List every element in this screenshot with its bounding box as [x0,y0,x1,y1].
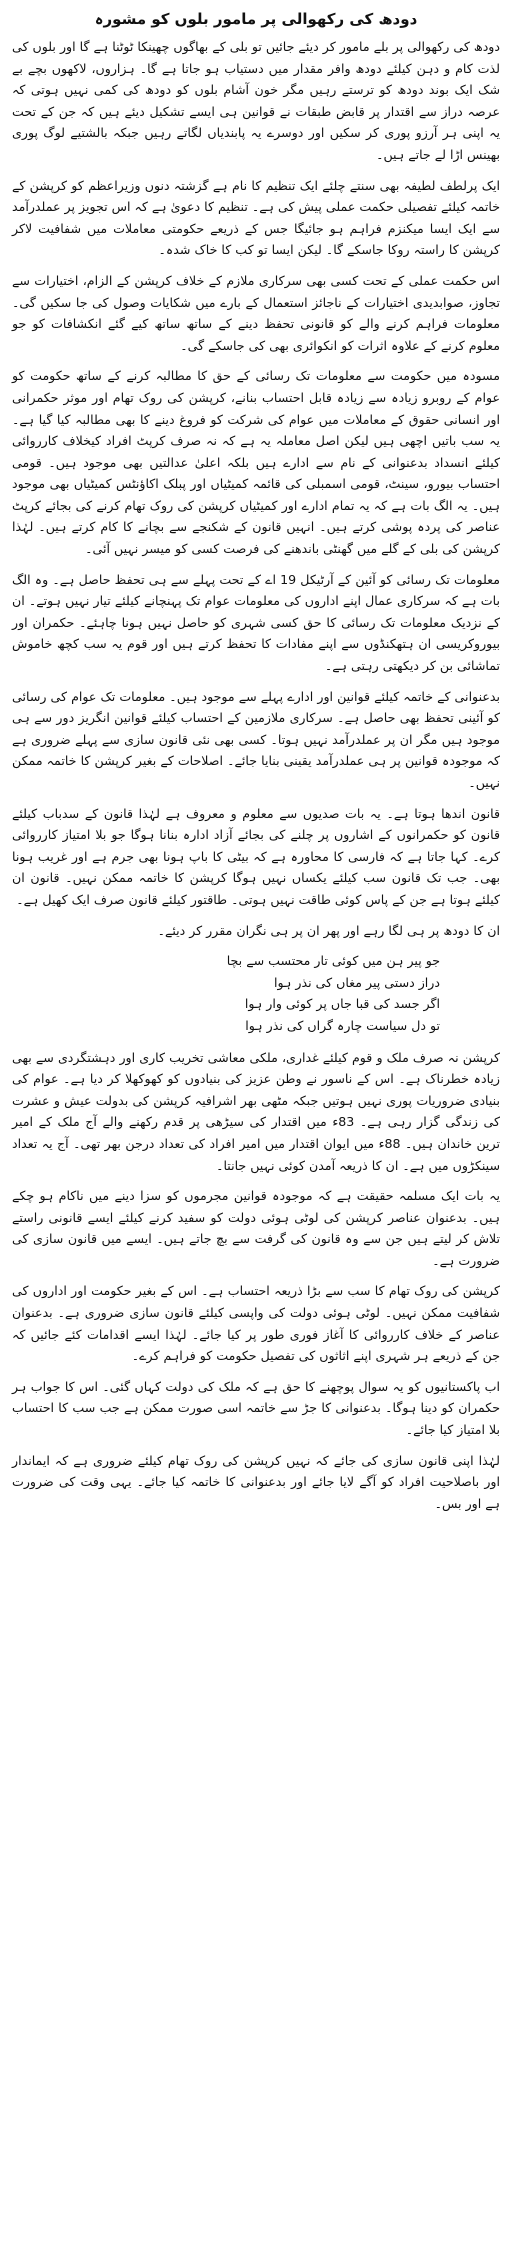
paragraph: کرپشن کی روک تھام کا سب سے بڑا ذریعہ احتساب ہے۔ اس کے بغیر حکومت اور اداروں کی شفافیت ممکن نہیں۔ لوٹی ہوئی دولت کی واپسی کیلئے قانون سازی ضروری ہے۔ بدعنوان عناصر کے خلاف کارروائی کا آغاز فوری طور پر کیا جائے۔ لہٰذا ایسے اقدامات کئے جائیں کہ جن کے ذریعے ہر شہری اپنے اثاثوں کی تفصیل حکومت کو فراہم کرے۔ [12,1283,500,1364]
paragraph: یہ بات ایک مسلمہ حقیقت ہے کہ موجودہ قوانین مجرموں کو سزا دینے میں ناکام ہو چکے ہیں۔ بدعنوان عناصر کرپشن کی لوٹی ہوئی دولت کو سفید کرنے کیلئے ایسے قانونی راستے تلاش کر لیتے ہیں جن سے وہ قانون کی گرفت سے بچ جاتے ہیں۔ ایسے میں قانون سازی کی ضرورت ہے۔ [12,1188,500,1268]
poem-line: تو دل سیاست چارہ گراں کی نذر ہوا [245,1017,440,1033]
paragraph: لہٰذا اپنی قانون سازی کی جائے کہ نہیں کرپشن کی روک تھام کیلئے ضروری ہے کہ ایماندار اور باصلاحیت افراد کو آگے لایا جائے اور بدعنوانی کا خاتمہ کیا جائے۔ یہی وقت کی ضرورت ہے اور بس۔ [12,1452,500,1511]
paragraph: اب پاکستانیوں کو یہ سوال پوچھنے کا حق ہے کہ ملک کی دولت کہاں گئی۔ اس کا جواب ہر حکمران کو دینا ہوگا۔ بدعنوانی کا جڑ سے خاتمہ اسی صورت ممکن ہے جب سب کا احتساب بلا امتیاز کیا جائے۔ [12,1378,500,1438]
paragraph: ان کا دودھ پر ہی لگا رہے اور پھر ان پر ہی نگران مقرر کر دیئے۔ [157,922,500,938]
article-body [12,36,500,1514]
poem-line: اگر جسد کی قبا جاں پر کوئی وار ہوا [244,996,440,1012]
paragraph: کرپشن نہ صرف ملک و قوم کیلئے غداری، ملکی معاشی تخریب کاری اور دہشتگردی سے بھی زیادہ خطرناک ہے۔ اس کے ناسور نے وطن عزیز کی بنیادوں کو کھوکھلا کر دیا ہے۔ عوام کی بنیادی ضروریات پوری نہیں ہوتیں جبکہ مٹھی بھر اشرافیہ کرپشن کی بدولت عیش و عشرت کی زندگی گزار رہی ہے۔ 83ء میں اقتدار کی سیڑھی پر قدم رکھنے والے آج ملک کے امیر ترین خاندان ہیں۔ 88ء میں ایوان اقتدار میں امیر افراد کی تعداد درجن بھر تھی۔ آج یہ تعداد سینکڑوں میں ہے۔ ان کا ذریعہ آمدن کوئی نہیں جانتا۔ [12,1049,501,1173]
poem-line: جو پیر ہن میں کوئی تار محتسب سے بچا [226,953,440,969]
paragraph: اس حکمت عملی کے تحت کسی بھی سرکاری ملازم کے خلاف کرپشن کے الزام، اختیارات سے تجاوز، صوابدیدی اختیارات کے ناجائز استعمال کے بارے میں شکایات وصول کی جا سکیں گی۔ معلومات فراہم کرنے والے کو قانونی تحفظ دینے کے ساتھ ساتھ کیے گئے انکشافات کو جو معلوم کرنے کے علاوہ اثرات کو انکوائری بھی کی جاسکے گی۔ [12,272,500,353]
paragraph: دودھ کی رکھوالی پر بلے مامور کر دیئے جائیں تو بلی کے بھاگوں چھینکا ٹوٹنا ہے گا اور بلوں کی لذت کام و دہن کیلئے دودھ وافر مقدار میں دستیاب ہو جاتا ہے گا۔ ہزاروں، لاکھوں بچے بے شک ایک بوند دودھ کو ترستے رہیں مگر خون آشام بلوں کو دودھ کی کمی نہیں ہوتی کہ عرصہ دراز سے اقتدار پر قابض طبقات نے قوانین ہی ایسے تشکیل دیئے ہیں کہ جن کے تحت یہ اپنی ہر آرزو پوری کر سکیں اور دوسرے یہ پابندیاں لگاتے رہیں جبکہ بالشتیے لوگ پوری بھینس اڑا لے جاتے ہیں۔ [12,39,500,162]
paragraph: مسودہ میں حکومت سے معلومات تک رسائی کے حق کا مطالبہ کرنے کے ساتھ حکومت کو عوام کے روبرو زیادہ سے زیادہ قابل احتساب بنانے، کرپشن کی روک تھام اور موثر حکمرانی اور انسانی حقوق کے معاملات میں عوام کی شرکت کو فروغ دینے کا بھی مطالبہ کیا گیا ہے۔ یہ سب باتیں اچھی ہیں لیکن اصل معاملہ یہ ہے کہ نہ صرف کرپٹ افراد کیخلاف کارروائی کیلئے انسداد بدعنوانی کے نام سے ادارے ہیں بلکہ اعلیٰ عدالتیں بھی موجود ہیں۔ قومی احتساب بیورو، سینٹ، قومی اسمبلی کی قائمہ کمیٹیاں اور پبلک اکاؤنٹس کمیٹیاں بھی موجود ہیں۔ یہ الگ بات ہے کہ یہ تمام ادارے اور کمیٹیاں کرپشن کی روک تھام کرنے کی بجائے کرپٹ عناصر کی پردہ پوشی کرتے ہیں۔ انہیں قانون کے شکنجے سے بچانے کا کام کرتے ہیں۔ لہٰذا کرپشن کی بلی کے گلے میں گھنٹی باندھنے کی فرصت کسی کو میسر نہیں آئی۔ [12,368,500,557]
poem-verse [12,950,500,1036]
paragraph: ایک پرلطف لطیفہ بھی سنتے چلئے ایک تنظیم کا نام ہے گزشتہ دنوں وزیراعظم کو کرپشن کے خاتمہ کیلئے تفصیلی حکمت عملی پیش کی ہے۔ تنظیم کا دعویٰ ہے کہ اس تجویز پر عملدرآمد سے ایک ایسا میکنزم فراہم ہو جائیگا جس کے ذریعے حکومتی معاملات میں شفافیت لاکر کرپشن کا راستہ روکا جاسکے گا۔ لیکن ایسا تو کب کا خاک شدہ۔ [12,177,500,258]
headline: دودھ کی رکھوالی پر مامور بلوں کو مشورہ [94,10,418,28]
poem-line: دراز دستی پیر مغاں کی نذر ہوا [274,974,440,990]
paragraph: معلومات تک رسائی کو آئین کے آرٹیکل 19 اے کے تحت پہلے سے ہی تحفظ حاصل ہے۔ وہ الگ بات ہے کہ سرکاری عمال اپنے اداروں کی معلومات عوام تک پہنچانے کیلئے تیار نہیں ہوتے۔ ان کے نزدیک معلومات تک رسائی کا حق کسی شہری کو حاصل نہیں ہونا چاہئے۔ حکمران اور بیوروکریسی ان ہتھکنڈوں سے اپنے مفادات کا تحفظ کرتے ہیں اور قوم یہ سب کچھ خاموش تماشائی بن کر دیکھتی رہتی ہے۔ [12,571,500,674]
paragraph: قانون اندھا ہوتا ہے۔ یہ بات صدیوں سے معلوم و معروف ہے لہٰذا قانون کے سدباب کیلئے قانون کو حکمرانوں کے اشاروں پر چلنے کی بجائے آزاد ادارہ بنانا ہوگا جو بلا امتیاز کارروائی کرے۔ کہا جاتا ہے کہ فارسی کا محاورہ ہے کہ بیٹی کا باپ ہونا بھی جرم ہے اور غریب ہونا بھی۔ جب تک قانون سب کیلئے یکساں نہیں ہوگا کرپشن کا خاتمہ ممکن نہیں۔ قانون ان کیلئے ہوتا ہے جن کے پاس کوئی طاقت نہیں ہوتی۔ طاقتور کیلئے قانون صرف ایک کھیل ہے۔ [12,805,500,907]
paragraph: بدعنوانی کے خاتمہ کیلئے قوانین اور ادارے پہلے سے موجود ہیں۔ معلومات تک عوام کی رسائی کو آئینی تحفظ بھی حاصل ہے۔ سرکاری ملازمین کے احتساب کیلئے قوانین انگریز دور سے ہی موجود ہیں مگر ان پر عملدرآمد نہیں ہوتا۔ کسی بھی نئی قانون سازی سے پہلے ضروری ہے کہ موجودہ قوانین پر ہی عملدرآمد یقینی بنایا جائے۔ اصلاحات کے بغیر کرپشن کا خاتمہ ممکن نہیں۔ [12,688,500,790]
